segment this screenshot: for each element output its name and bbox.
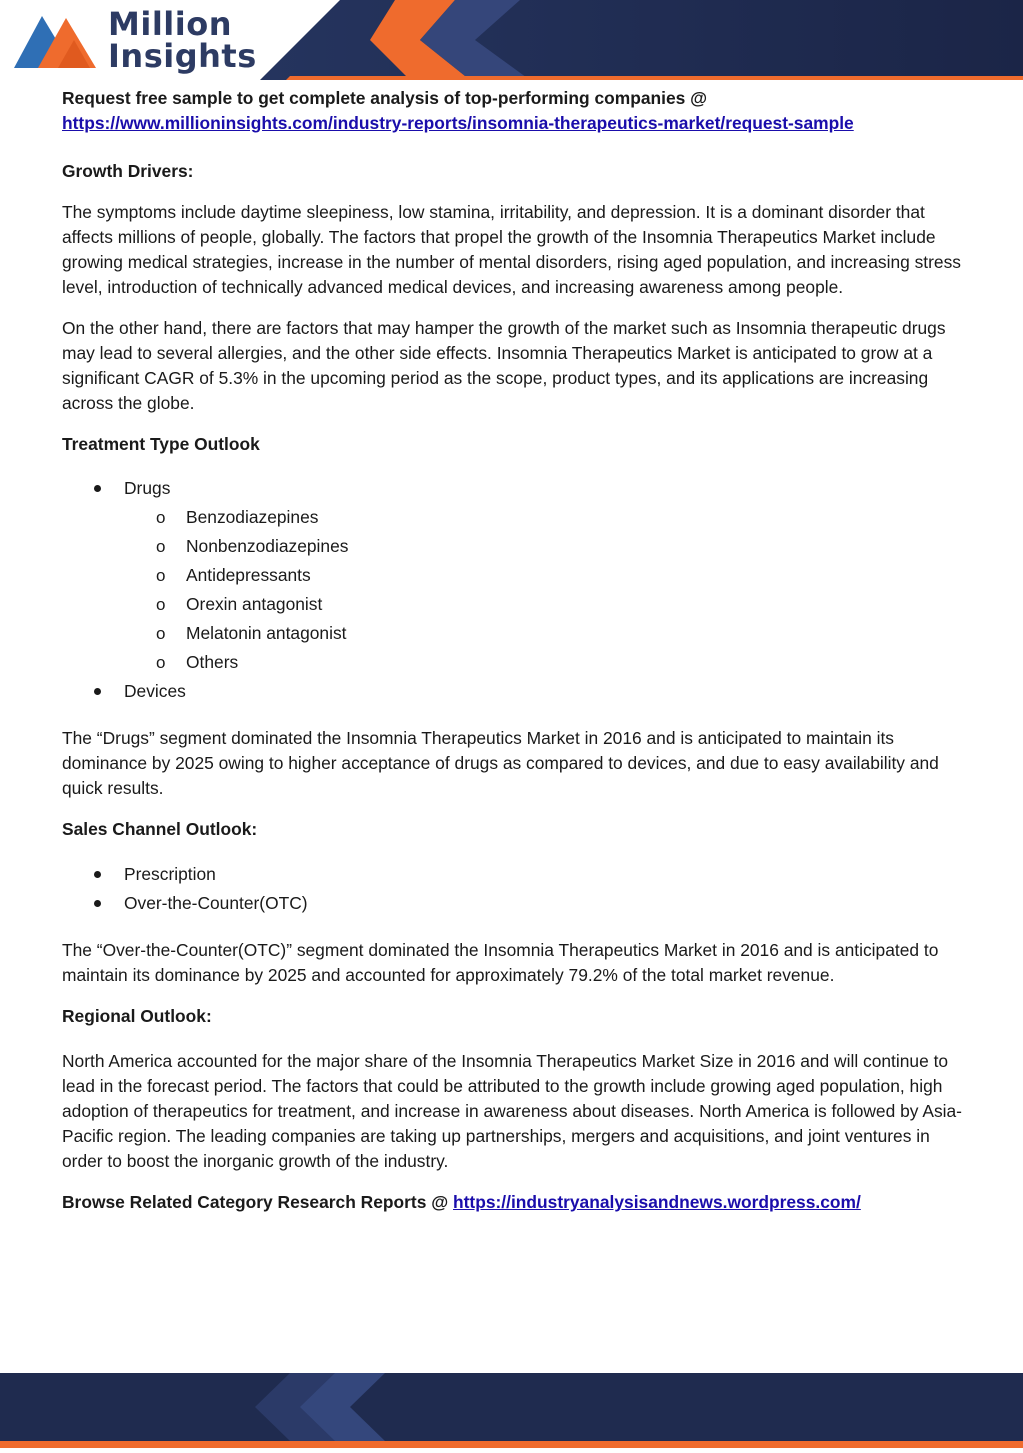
drug-types-list (124, 503, 967, 677)
browse-reports-text: Browse Related Category Research Reports @ (62, 1192, 449, 1212)
browse-reports-line (62, 1190, 967, 1215)
regional-outlook-paragraph: North America accounted for the major share of the Insomnia Therapeutics Market Size in 2016 and will continue to lead in the forecast period. The factors that could be attributed to the growth include growing aged population, high adoption of therapeutics for treatment, and increase in awareness about diseases. North America is followed by Asia-Pacific region. The leading companies are taking up partnerships, mergers and acquisitions, and joint ventures in order to boost the inorganic growth of the industry. (62, 1051, 962, 1171)
footer-banner (0, 1373, 1023, 1448)
treatment-summary-paragraph: The “Drugs” segment dominated the Insomnia Therapeutics Market in 2016 and is anticipated to maintain its dominance by 2025 owing to higher acceptance of drugs as compared to devices, and due to easy availability and quick results. (62, 728, 939, 798)
list-item: o Benzodiazepines (124, 503, 967, 532)
growth-drivers-heading: Growth Drivers: (62, 161, 194, 181)
growth-drivers-paragraph-2: On the other hand, there are factors that may hamper the growth of the market such as Insomnia therapeutic drugs may lead to several allergies, and the other side effects. Insomnia Therapeutics Market is anticipated to grow at a significant CAGR of 5.3% in the upcoming period as the scope, product types, and its applications are increasing across the globe. (62, 318, 946, 413)
sales-channel-list (62, 860, 967, 918)
header-banner (0, 0, 1023, 80)
treatment-type-heading: Treatment Type Outlook (62, 434, 260, 454)
article-body (62, 86, 967, 1215)
sales-summary-paragraph: The “Over-the-Counter(OTC)” segment dominated the Insomnia Therapeutics Market in 2016 and is anticipated to maintain its dominance by 2025 and accounted for approximately 79.2% of the total market revenue. (62, 940, 939, 985)
browse-reports-link[interactable]: https://industryanalysisandnews.wordpress.com/ (453, 1192, 861, 1212)
list-item (62, 474, 967, 677)
list-item: o Melatonin antagonist (124, 619, 967, 648)
list-item: o Orexin antagonist (124, 590, 967, 619)
list-item: o Antidepressants (124, 561, 967, 590)
list-item: Prescription (62, 860, 967, 889)
list-item-drugs: Drugs (124, 478, 171, 498)
regional-outlook-heading: Regional Outlook: (62, 1006, 212, 1026)
footer-graphic (0, 1373, 1023, 1448)
logo-wordmark (108, 5, 257, 75)
logo-mountains-icon (14, 6, 104, 76)
growth-drivers-paragraph-1: The symptoms include daytime sleepiness, low stamina, irritability, and depression. It is a dominant disorder that affects millions of people, globally. The factors that propel the growth of the Insomnia Therapeutics Market include growing medical strategies, increase in the number of mental disorders, rising aged population, and increasing stress level, introduction of technically advanced medical devices, and increasing awareness among people. (62, 202, 961, 297)
treatment-type-list (62, 474, 967, 706)
list-item-devices: Devices (62, 677, 967, 706)
sales-channel-heading: Sales Channel Outlook: (62, 819, 258, 839)
list-item: o Others (124, 648, 967, 677)
request-sample-link[interactable]: https://www.millioninsights.com/industry-reports/insomnia-therapeutics-market/request-sample (62, 113, 854, 133)
logo-line-1: Million (108, 5, 232, 43)
request-sample-text: Request free sample to get complete analysis of top-performing companies @ (62, 88, 708, 108)
list-item: Over-the-Counter(OTC) (62, 889, 967, 918)
list-item: o Nonbenzodiazepines (124, 532, 967, 561)
logo (14, 4, 257, 76)
logo-line-2: Insights (108, 37, 257, 75)
